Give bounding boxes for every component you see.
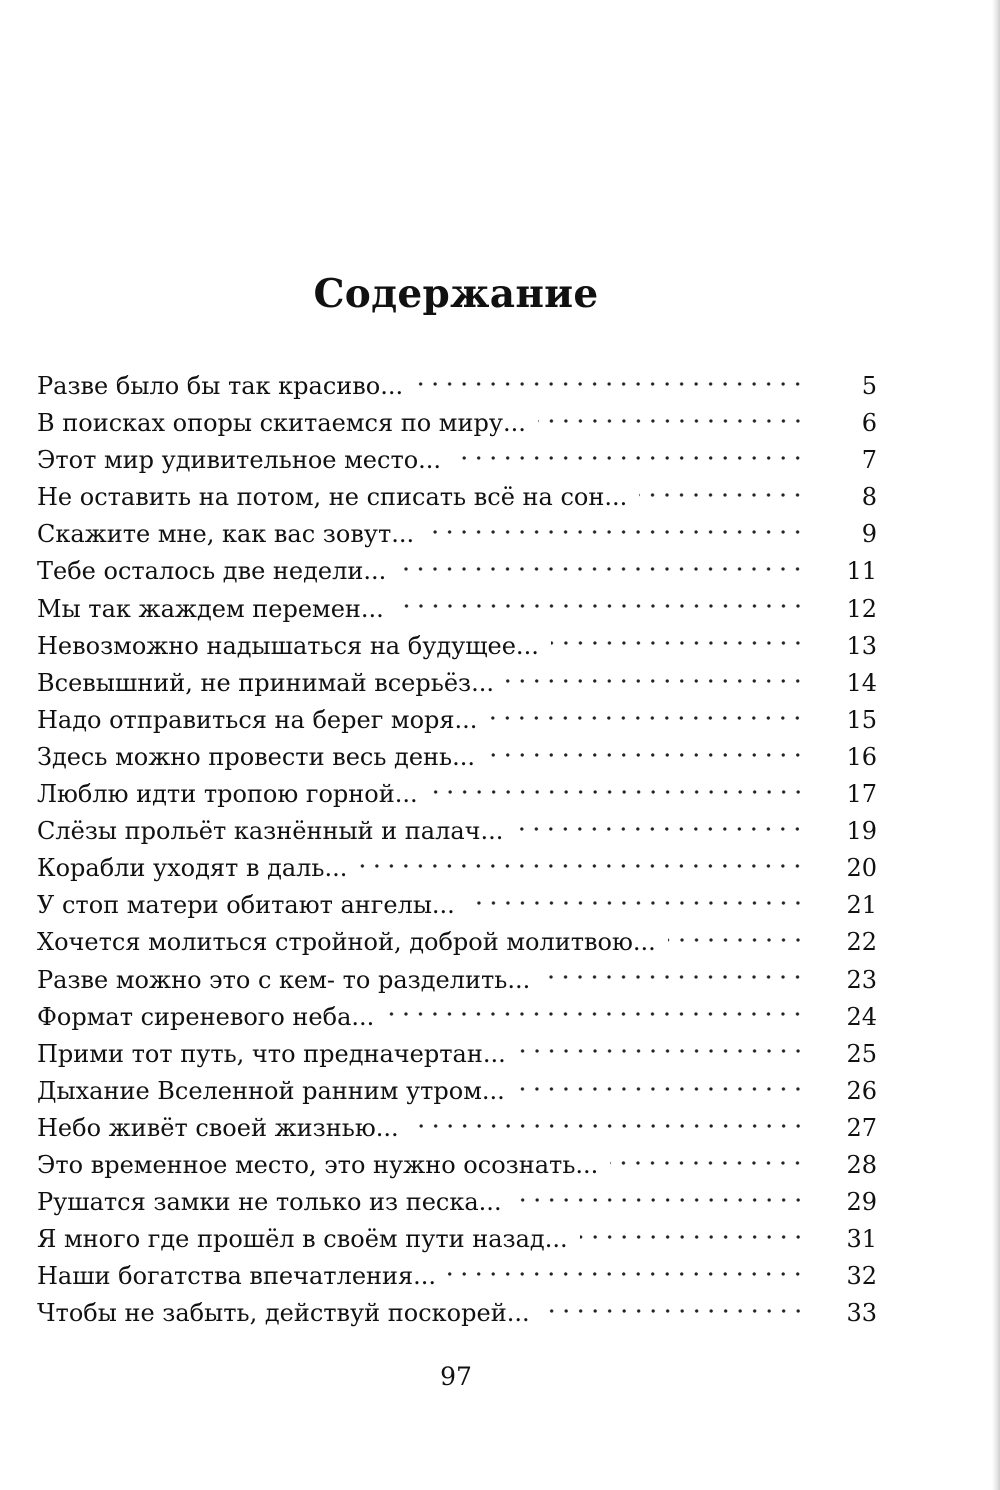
dot-leader	[453, 443, 805, 469]
toc-entry[interactable]	[37, 1295, 877, 1332]
toc-entry-page: 24	[846, 1002, 877, 1031]
dot-leader	[506, 666, 805, 692]
toc-entry[interactable]	[37, 591, 877, 628]
toc-entry-page: 29	[846, 1188, 877, 1217]
toc-entry-page: 12	[846, 594, 877, 623]
toc-entry-title: Формат сиреневого неба...	[37, 1002, 375, 1031]
toc-entry-title: Рушатся замки не только из песка...	[37, 1188, 502, 1217]
dot-leader	[467, 888, 805, 914]
toc-entry[interactable]	[37, 776, 877, 813]
dot-leader	[448, 1259, 805, 1285]
toc-entry-title: Я много где прошёл в своём пути назад...	[37, 1225, 568, 1254]
dot-leader	[426, 517, 805, 543]
toc-entry-title: Тебе осталось две недели...	[37, 557, 387, 586]
toc-entry-title: Дыхание Вселенной ранним утром...	[37, 1076, 505, 1105]
toc-entry[interactable]	[37, 368, 877, 405]
toc-entry-page: 28	[846, 1150, 877, 1179]
toc-entry-title: Разве было бы так красиво...	[37, 372, 404, 400]
toc-entry-page: 8	[861, 483, 877, 512]
toc-entry-title: Всевышний, не принимай всерьёз...	[37, 668, 494, 697]
toc-entry-page: 7	[861, 446, 877, 475]
toc-entry-page: 6	[861, 409, 877, 438]
toc-entry[interactable]	[37, 479, 877, 516]
toc-entry-page: 11	[846, 557, 877, 586]
toc-entry[interactable]	[37, 1258, 877, 1295]
toc-entry-page: 19	[846, 817, 877, 846]
toc-entry-title: Люблю идти тропою горной...	[37, 780, 418, 809]
toc-entry-title: Не оставить на потом, не списать всё на сон...	[37, 483, 628, 512]
dot-leader	[668, 925, 805, 951]
dot-leader	[415, 369, 805, 395]
toc-entry-page: 15	[846, 705, 877, 734]
toc-entry-title: У стоп матери обитают ангелы...	[37, 891, 455, 920]
toc-entry-title: Этот мир удивительное место...	[37, 446, 442, 475]
toc-entry-title: Корабли уходят в даль...	[37, 854, 348, 883]
toc-entry-title: Хочется молиться стройной, доброй молитвою...	[37, 928, 656, 957]
toc-entry-page: 31	[846, 1225, 877, 1254]
dot-leader	[411, 1111, 805, 1137]
dot-leader	[430, 777, 805, 803]
toc-entry[interactable]	[37, 850, 877, 887]
toc-entry[interactable]	[37, 442, 877, 479]
toc-entry-title: Мы так жаждем перемен...	[37, 594, 384, 623]
toc-entry[interactable]	[37, 405, 877, 442]
toc-entry[interactable]	[37, 962, 877, 999]
toc-entry-title: Наши богатства впечатления...	[37, 1262, 437, 1291]
toc-entry-title: Скажите мне, как вас зовут...	[37, 520, 415, 549]
dot-leader	[538, 406, 805, 432]
dot-leader	[639, 480, 805, 506]
toc-entry-page: 27	[846, 1113, 877, 1142]
dot-leader	[487, 740, 805, 766]
toc-entry-title: Слёзы прольёт казнённый и палач...	[37, 817, 504, 846]
toc-entry[interactable]	[37, 553, 877, 590]
toc-entry-title: Надо отправиться на берег моря...	[37, 705, 478, 734]
toc-entry[interactable]	[37, 702, 877, 739]
dot-leader	[398, 554, 805, 580]
toc-entry[interactable]	[37, 628, 877, 665]
dot-leader	[514, 1185, 805, 1211]
toc-entry-page: 32	[846, 1262, 877, 1291]
toc-entry[interactable]	[37, 1147, 877, 1184]
toc-entry-page: 16	[846, 742, 877, 771]
toc-entry[interactable]	[37, 739, 877, 776]
dot-leader	[610, 1148, 805, 1174]
dot-leader	[359, 851, 805, 877]
toc-entry-title: Небо живёт своей жизнью...	[37, 1113, 399, 1142]
toc-entry[interactable]	[37, 924, 877, 961]
dot-leader	[542, 1296, 805, 1322]
dot-leader	[515, 814, 805, 840]
toc-entry-page: 23	[846, 965, 877, 994]
toc-entry[interactable]	[37, 665, 877, 702]
dot-leader	[517, 1074, 805, 1100]
toc-entry-page: 33	[846, 1299, 877, 1328]
toc-entry[interactable]	[37, 1110, 877, 1147]
toc-entry[interactable]	[37, 887, 877, 924]
dot-leader	[580, 1222, 805, 1248]
dot-leader	[396, 592, 805, 618]
toc-entry-title: Прими тот путь, что предначертан...	[37, 1039, 506, 1068]
toc-entry[interactable]	[37, 1036, 877, 1073]
dot-leader	[489, 703, 805, 729]
toc-entry[interactable]	[37, 1184, 877, 1221]
toc-entry[interactable]	[37, 999, 877, 1036]
toc-entry-page: 26	[846, 1076, 877, 1105]
dot-leader	[542, 963, 805, 989]
toc-entry-title: Чтобы не забыть, действуй поскорей...	[37, 1299, 530, 1328]
toc-entry-title: Это временное место, это нужно осознать...	[37, 1150, 599, 1179]
table-of-contents	[37, 368, 877, 1332]
dot-leader	[386, 1000, 805, 1026]
toc-entry-title: В поисках опоры скитаемся по миру...	[37, 409, 526, 438]
page-number: 97	[440, 1362, 472, 1391]
page-title: Содержание	[313, 271, 599, 318]
toc-entry-title: Разве можно это с кем- то разделить...	[37, 965, 531, 994]
toc-entry-page: 21	[846, 891, 877, 920]
toc-entry[interactable]	[37, 813, 877, 850]
dot-leader	[518, 1037, 805, 1063]
toc-entry-page: 5	[861, 372, 877, 400]
toc-entry[interactable]	[37, 516, 877, 553]
toc-entry-page: 14	[846, 668, 877, 697]
page-edge-shadow	[992, 0, 1000, 1490]
toc-entry[interactable]	[37, 1221, 877, 1258]
toc-entry-page: 25	[846, 1039, 877, 1068]
toc-entry-title: Невозможно надышаться на будущее...	[37, 631, 539, 660]
toc-entry[interactable]	[37, 1073, 877, 1110]
toc-entry-page: 9	[861, 520, 877, 549]
toc-entry-page: 20	[846, 854, 877, 883]
dot-leader	[551, 629, 805, 655]
toc-entry-page: 17	[846, 780, 877, 809]
toc-entry-page: 22	[846, 928, 877, 957]
toc-entry-page: 13	[846, 631, 877, 660]
toc-entry-title: Здесь можно провести весь день...	[37, 742, 475, 771]
